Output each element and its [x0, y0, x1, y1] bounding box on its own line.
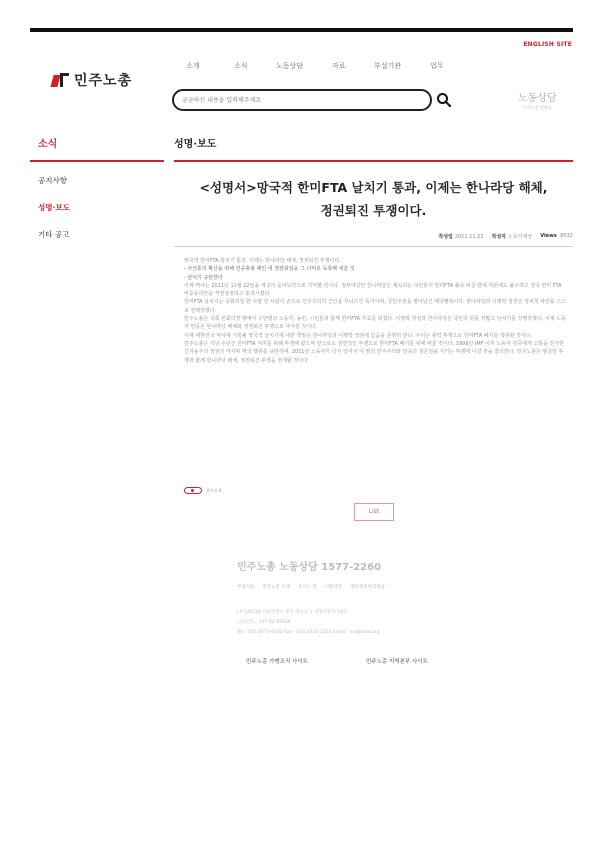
article-title — [174, 176, 573, 222]
article-paragraph: 민주노총은 지난 수년간 한미FTA 저지를 위해 투쟁해 왔으며 앞으로도 전면적인 투쟁으로 한미FTA 폐기를 위해 싸울 것이다. 1998년 IMF 이후 노동자 민중에게 고통을 전가한 신자유주의 정권의 마지막 매국 행위를 규탄하며, 2011년 노동자가 다시 일어서 이 땅의 민주주의와 민중의 생존권을 지키는 투쟁에 나설 것을 결의한다. 민주노총은 범국민 투쟁과 함께 한나라당 해체, 정권퇴진 투쟁을 전개할 것이다. — [184, 340, 564, 364]
nav-item-work[interactable]: 업무 — [430, 62, 444, 70]
like-toggle-icon[interactable] — [184, 487, 202, 494]
meta-divider — [174, 246, 573, 247]
footer-link-directions[interactable]: 오시는 길 — [297, 585, 317, 590]
nav-item-affiliates[interactable]: 부설기관 — [374, 62, 402, 70]
logo[interactable] — [52, 70, 132, 90]
logo-text: 민주노총 — [74, 73, 133, 89]
page-title: 성명·보도 — [174, 139, 217, 150]
search-icon[interactable] — [436, 92, 452, 108]
article-paragraph: - 자산통의 확산을 위해 민중총궐 때린 내 정권퇴임을 그 너머로 독촉해 세울 것 — [184, 266, 355, 273]
like-count: 좋아요 0 — [206, 487, 222, 493]
footer-hotline: 민주노총 노동상담 1577-2260 — [237, 562, 382, 573]
footer-address-line: Tel : (02) 2670-9100 Fax : (02) 2635-1134 Email : nct@kctu.org — [237, 630, 380, 635]
english-site-link[interactable]: ENGLISH SITE — [523, 41, 572, 48]
like-widget[interactable] — [184, 487, 221, 494]
footer-link-terms[interactable]: 이용약관 — [324, 585, 343, 590]
labor-consult-link[interactable] — [518, 89, 557, 111]
nav-item-news[interactable]: 소식 — [234, 62, 248, 70]
article-author: 작성자 노동자세상 — [491, 234, 533, 240]
logo-mark-icon — [52, 73, 70, 87]
nav-item-labor-consult[interactable]: 노동상담 — [276, 62, 304, 70]
footer-site-links — [246, 657, 428, 665]
main-divider — [174, 160, 573, 162]
labor-consult-title: 노동상담 — [518, 93, 557, 104]
article-meta — [438, 233, 573, 240]
article-title-line2: 정권퇴진 투쟁이다. — [320, 203, 427, 218]
nav-item-intro[interactable]: 소개 — [186, 62, 200, 70]
article-paragraph: 이제 역사는 2011년 11월 22일을 제 2의 을사늑약으로 기억할 것이다. 정부여당인 한나라당은 계속되는 국민들의 한미FTA 졸속 비준 반대 여론에도 불구하고 결국 한미 FTA 비준동의안을 직권상정하고 통과시켰다. — [184, 282, 562, 298]
affiliate-sites-link[interactable]: 민주노총 가맹조직 사이트 — [246, 659, 308, 665]
top-accent-bar — [30, 28, 573, 32]
sidebar-item-notices[interactable]: 공지사항 — [38, 176, 67, 185]
article-paragraph: 이제 대한민국 역사에 기록될 망국적 날치기에 대한 책임은 한나라당과 이명박 정권에 있음을 분명히 한다. 우리는 총력 투쟁으로 한미FTA 폐기를 쟁취할 것이다. — [184, 332, 533, 339]
sidebar-item-statements[interactable]: 성명·보도 — [38, 203, 70, 212]
article-paragraph: 한미FTA 날치기는 국회의원 한 사람 한 사람의 손으로 민주주의의 근간을 무너뜨린 폭거이며, 국민주권을 팔아넘긴 매국행위이다. 한나라당과 이명박 정권은 정치적 파산을 스스로 선택하였다. — [184, 299, 566, 314]
article-title-line1: <성명서>망국적 한미FTA 날치기 통과, 이제는 한나라당 해체, — [199, 180, 548, 195]
list-button[interactable]: List — [354, 503, 394, 521]
sidebar-divider — [30, 160, 164, 162]
regional-sites-link[interactable]: 민주노총 지역본부 사이트 — [365, 659, 428, 665]
footer-address-line: 고유번호 : 107-82-09539 — [237, 620, 291, 625]
footer-link-affiliates[interactable]: 부설기관 — [237, 585, 255, 590]
article-date: 작성일 2011.11.22 — [438, 234, 484, 240]
sidebar-title: 소식 — [38, 139, 58, 150]
footer-address — [237, 608, 380, 638]
search-input[interactable] — [172, 89, 432, 111]
nav-item-materials[interactable]: 자료 — [332, 62, 346, 70]
article-views: Views 8532 — [540, 233, 573, 239]
footer-links — [237, 584, 385, 590]
footer — [237, 558, 385, 635]
footer-link-about[interactable]: 민주노총 소개 — [262, 585, 290, 590]
sidebar-menu — [38, 176, 70, 257]
article-body — [184, 257, 567, 365]
article-paragraph: - 날치기 규탄한다 — [184, 274, 223, 281]
footer-address-line: (우) 04518 서울특별시 중구 정동길 3 경향신문사 14층 — [237, 610, 348, 615]
sidebar-item-other-notices[interactable]: 기타 공고 — [38, 230, 70, 239]
global-nav — [180, 61, 444, 71]
labor-consult-subtitle: 민주노총 상담소 — [523, 105, 552, 110]
article-paragraph: 망국적 한미FTA 날치기 통과, 이제는 한나라당 해체, 정권퇴진 투쟁이다. — [184, 258, 341, 264]
article-paragraph: 민주노총은 국회 본회의장 밖에서 수만명의 노동자, 농민, 시민들과 함께 한미FTA 무효를 외쳤다. 이명박 정권과 한나라당은 국민의 뜻을 짓밟고 날치기를 강행하였다. 이제 노동자 민중은 한나라당 해체와 정권퇴진 투쟁으로 나아갈 것이다. — [184, 316, 566, 331]
footer-link-privacy[interactable]: 개인정보처리방침 — [350, 585, 385, 590]
